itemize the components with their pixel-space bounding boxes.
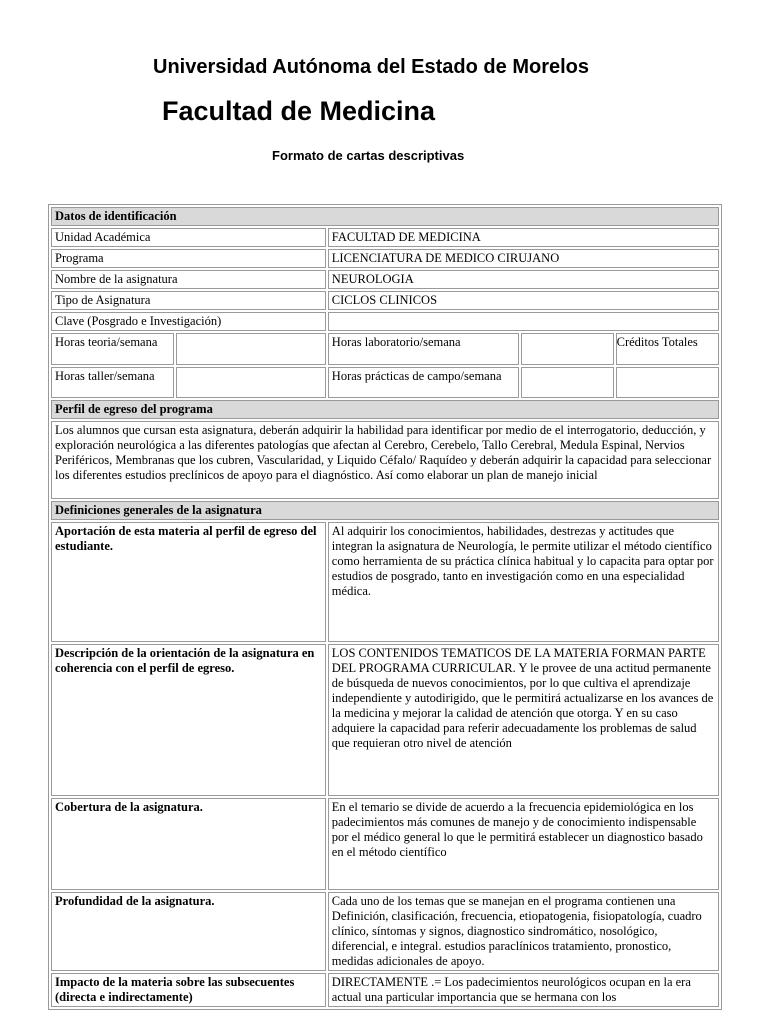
definition-label: Profundidad de la asignatura. bbox=[51, 892, 326, 971]
university-title: Universidad Autónoma del Estado de Morelos bbox=[153, 56, 589, 78]
definition-value: En el temario se divide de acuerdo a la frecuencia epidemiológica en los padecimientos más comunes de manejo y de conocimiento indispensable por el médico general lo que le permitirá establecer un diagnostico basado en el método científico bbox=[328, 798, 719, 890]
profile-text: Los alumnos que cursan esta asignatura, deberán adquirir la habilidad para identificar por medio de el interrogatorio, deducción, y exploración neurológica a las diferentes patologías que afectan al Cerebro, Cerebelo, Tallo Cerebral, Medula Espinal, Nervios Periféricos, Membranas que los cubren, Vascularidad, y Liquido Céfalo/ Raquídeo y deberán adquirir la capacidad para seleccionar los diferentes estudios preclínicos de apoyo para el diagnóstico. Así como elaborar un plan de manejo inicial bbox=[51, 421, 719, 499]
format-title: Formato de cartas descriptivas bbox=[272, 148, 465, 163]
definition-label: Aportación de esta materia al perfil de egreso del estudiante. bbox=[51, 522, 326, 642]
horas-taller-label: Horas taller/semana bbox=[51, 367, 174, 398]
definition-label: Descripción de la orientación de la asignatura en coherencia con el perfil de egreso. bbox=[51, 644, 326, 796]
horas-teoria-label: Horas teoria/semana bbox=[51, 333, 174, 365]
programa-label: Programa bbox=[51, 249, 326, 268]
section-profile: Perfil de egreso del programa bbox=[51, 400, 719, 419]
definition-value: Cada uno de los temas que se manejan en el programa contienen una Definición, clasificación, frecuencia, etiopatogenia, fisiopatología, cuadro clínico, síntomas y signos, diagnostico sindromático, nosológico, diferencial, e integral. estudios paraclínicos tratamiento, pronostico, medidas adicionales de apoyo. bbox=[328, 892, 719, 971]
horas-laboratorio-label: Horas laboratorio/semana bbox=[328, 333, 520, 365]
clave-label: Clave (Posgrado e Investigación) bbox=[51, 312, 326, 331]
descriptive-letter-form bbox=[48, 204, 722, 1010]
definition-value: DIRECTAMENTE .= Los padecimientos neurológicos ocupan en la era actual una particular importancia que se hermana con los bbox=[328, 973, 719, 1007]
clave-value bbox=[328, 312, 719, 331]
nombre-label: Nombre de la asignatura bbox=[51, 270, 326, 289]
definition-label: Cobertura de la asignatura. bbox=[51, 798, 326, 890]
definition-label: Impacto de la materia sobre las subsecuentes (directa e indirectamente) bbox=[51, 973, 326, 1007]
faculty-title: Facultad de Medicina bbox=[162, 96, 436, 126]
horas-practicas-label: Horas prácticas de campo/semana bbox=[328, 367, 520, 398]
creditos-value bbox=[616, 367, 719, 398]
horas-practicas-value bbox=[521, 367, 613, 398]
section-identification: Datos de identificación bbox=[51, 207, 719, 226]
programa-value: LICENCIATURA DE MEDICO CIRUJANO bbox=[328, 249, 719, 268]
unidad-value: FACULTAD DE MEDICINA bbox=[328, 228, 719, 247]
section-definitions: Definiciones generales de la asignatura bbox=[51, 501, 719, 520]
horas-laboratorio-value bbox=[521, 333, 613, 365]
creditos-label: Créditos Totales bbox=[616, 333, 719, 365]
horas-taller-value bbox=[176, 367, 325, 398]
tipo-value: CICLOS CLINICOS bbox=[328, 291, 719, 310]
definition-value: LOS CONTENIDOS TEMATICOS DE LA MATERIA FORMAN PARTE DEL PROGRAMA CURRICULAR. Y le provee de una actitud permanente de búsqueda de nuevos conocimientos, por lo que cultiva el aprendizaje independiente y autodirigido, que le permitirá actualizarse en los avances de la medicina y mejorar la calidad de atención que otorga. Y en su caso adquiere la capacidad para referir adecuadamente los problemas de salud que requieran otro nivel de atención bbox=[328, 644, 719, 796]
horas-teoria-value bbox=[176, 333, 325, 365]
nombre-value: NEUROLOGIA bbox=[328, 270, 719, 289]
tipo-label: Tipo de Asignatura bbox=[51, 291, 326, 310]
definition-value: Al adquirir los conocimientos, habilidades, destrezas y actitudes que integran la asignatura de Neurología, le permite utilizar el método científico como herramienta de su práctica clínica habitual y lo capacita para optar por estudios de posgrado, tanto en investigación como en una especialidad médica. bbox=[328, 522, 719, 642]
unidad-label: Unidad Académica bbox=[51, 228, 326, 247]
